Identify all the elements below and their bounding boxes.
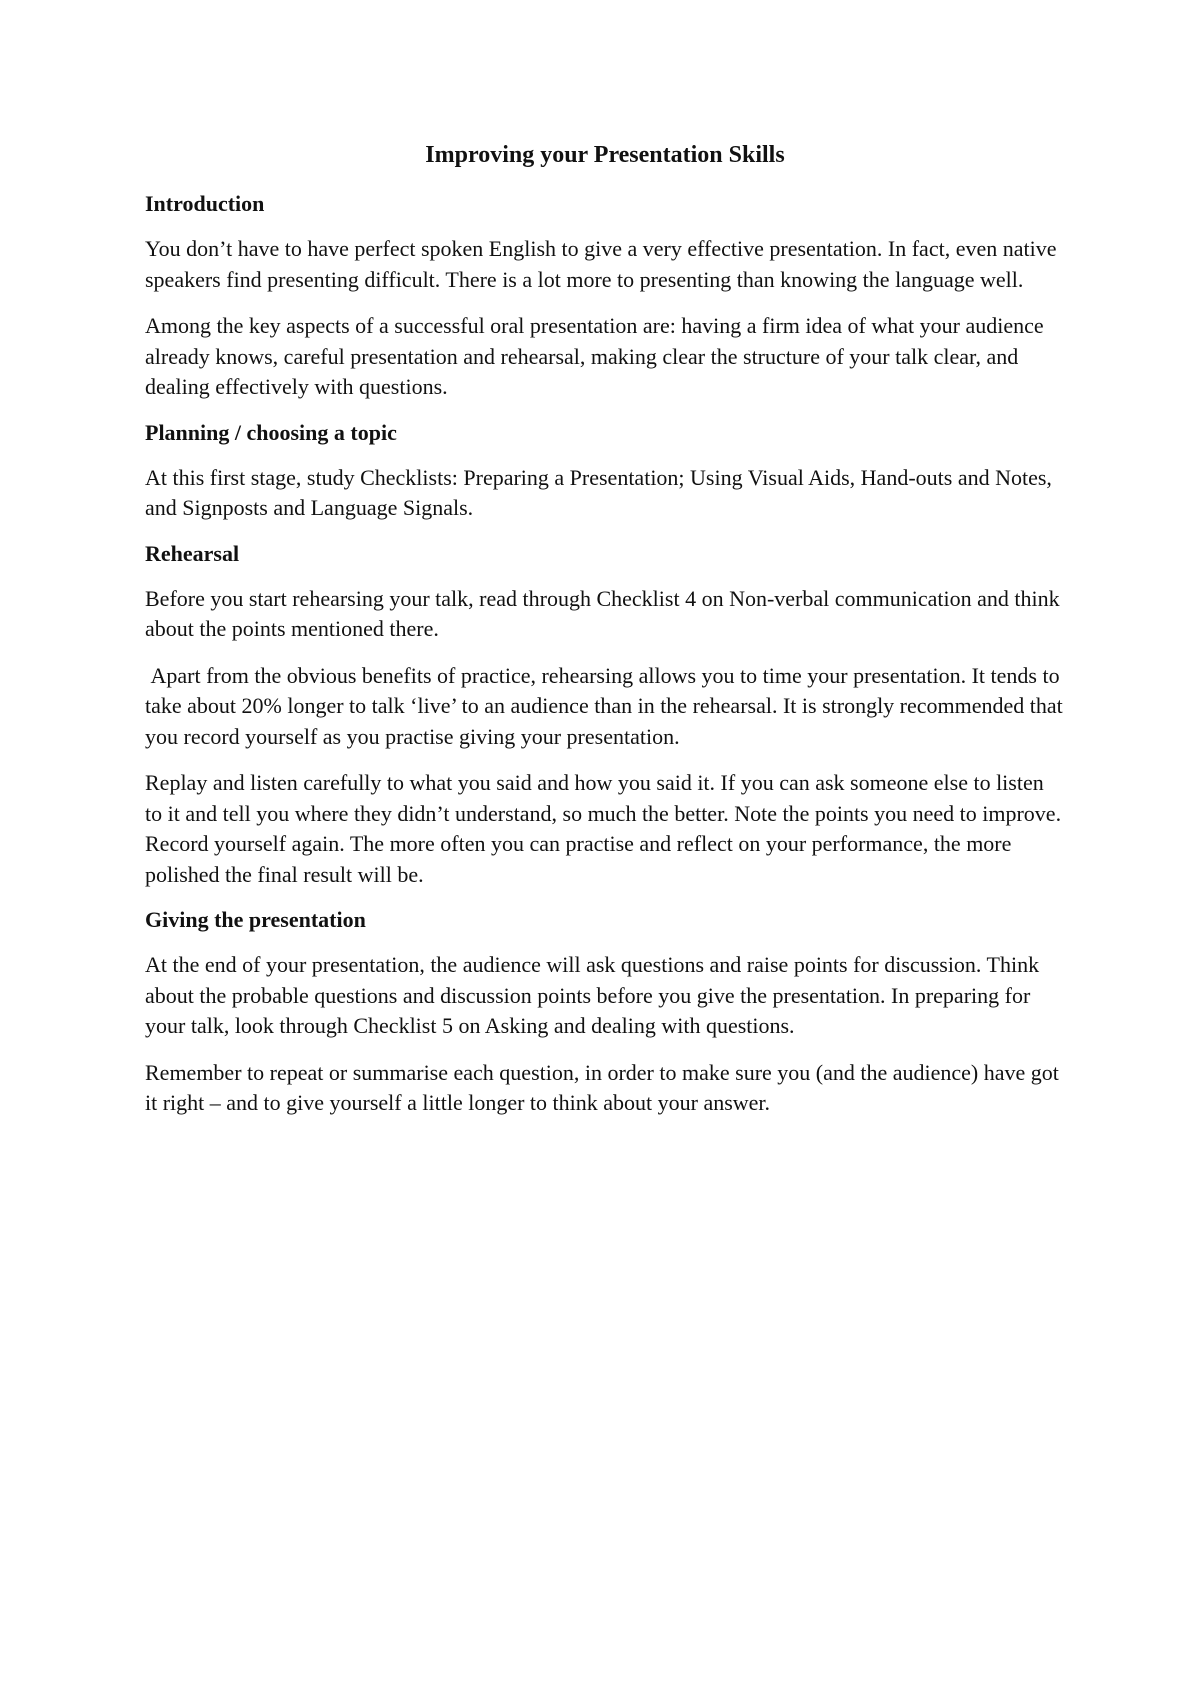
section-heading-introduction: Introduction bbox=[145, 191, 265, 216]
paragraph: At this first stage, study Checklists: Preparing a Presentation; Using Visual Aids, Hand-outs and Notes, and Signposts and Language Signals. bbox=[145, 464, 1052, 520]
paragraph: Replay and listen carefully to what you said and how you said it. If you can ask someone else to listen to it and tell you where they didn’t understand, so much the better. Note the points you need to improve. Record yourself again. The more often you can practise and reflect on your performance, the more polished the final result will be. bbox=[145, 770, 1062, 887]
paragraph: At the end of your presentation, the audience will ask questions and raise points for discussion. Think about the probable questions and discussion points before you give the presentation. In preparing for your talk, look through Checklist 5 on Asking and dealing with questions. bbox=[145, 952, 1040, 1038]
document-body bbox=[145, 140, 1069, 1135]
section-heading-planning: Planning / choosing a topic bbox=[145, 419, 397, 445]
paragraph: Among the key aspects of a successful oral presentation are: having a firm idea of what your audience already knows, careful presentation and rehearsal, making clear the structure of your talk clear, and dealing effectively with questions. bbox=[145, 313, 1044, 399]
document-title: Improving your Presentation Skills bbox=[425, 142, 785, 168]
paragraph: You don’t have to have perfect spoken English to give a very effective presentation. In fact, even native speakers find presenting difficult. There is a lot more to presenting than knowing the language well. bbox=[145, 236, 1057, 292]
paragraph: Apart from the obvious benefits of practice, rehearsing allows you to time your presentation. It tends to take about 20% longer to talk ‘live’ to an audience than in the rehearsal. It is strongly recommended that you record yourself as you practise giving your presentation. bbox=[145, 662, 1069, 749]
paragraph: Remember to repeat or summarise each question, in order to make sure you (and the audience) have got it right – and to give yourself a little longer to think about your answer. bbox=[145, 1059, 1059, 1115]
section-heading-rehearsal: Rehearsal bbox=[145, 540, 240, 566]
section-heading-giving-presentation: Giving the presentation bbox=[145, 907, 366, 932]
paragraph: Before you start rehearsing your talk, read through Checklist 4 on Non-verbal communication and think about the points mentioned there. bbox=[145, 585, 1060, 641]
